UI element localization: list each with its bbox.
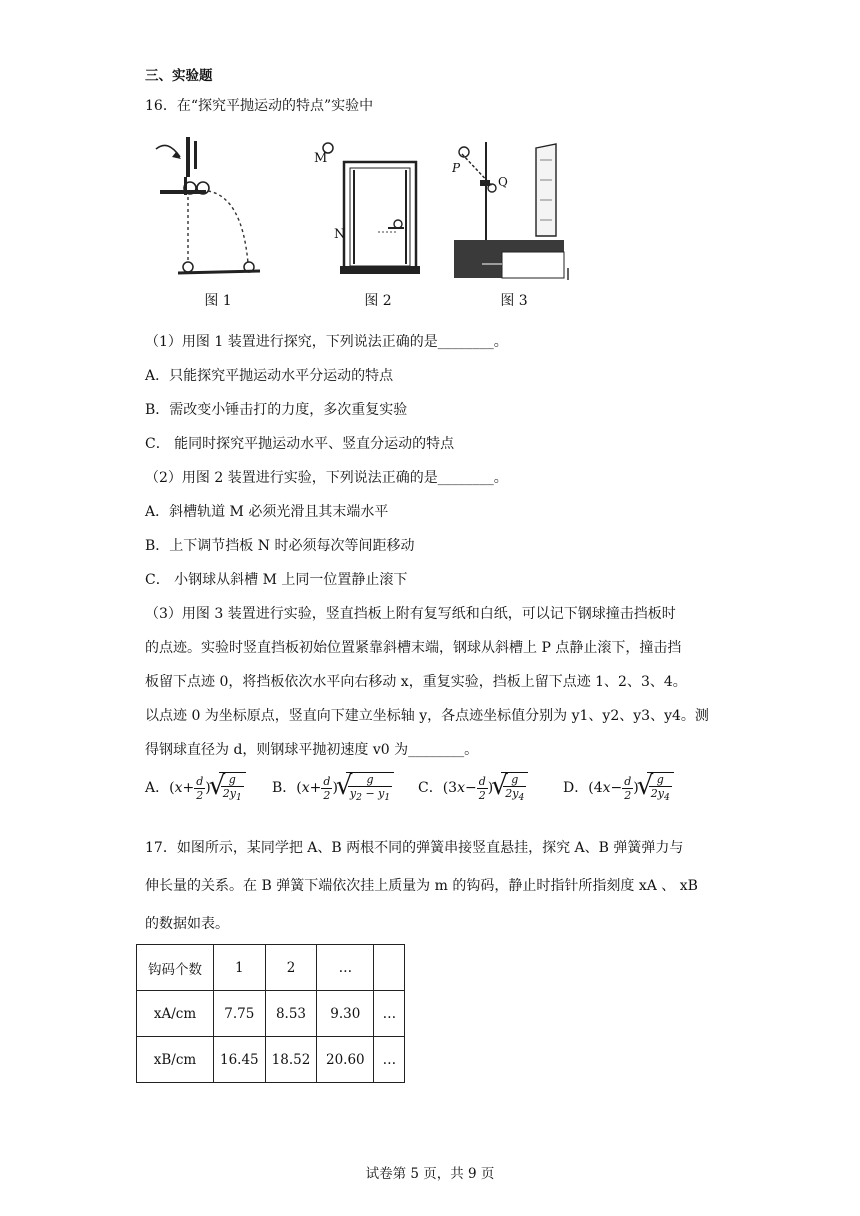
page-footer: 试卷第 5 页，共 9 页 — [365, 1166, 495, 1182]
q16-part1-option-a: A．只能探究平抛运动水平分运动的特点 — [145, 368, 394, 384]
q16-part3-line: 板留下点迹 0，将挡板依次水平向右移动 x，重复实验，挡板上留下点迹 1、2、3、4。 — [145, 674, 687, 690]
q16-part2-option-a: A．斜槽轨道 M 必须光滑且其末端水平 — [145, 504, 389, 520]
q17-line: 17．如图所示，某同学把 A、B 两根不同的弹簧串接竖直悬挂，探究 A、B 弹簧弹力与 — [145, 840, 684, 856]
q16-part3-option-d: D．(4x− $\frac{d}{2}$ ) √ $\frac{g}{2y_4}$ — [563, 772, 674, 812]
spring-data-table — [136, 944, 405, 1083]
figure-1-caption: 图 1 — [204, 293, 232, 309]
table-header-row — [137, 945, 405, 991]
q16-part3-option-b: B．(x+ $\frac{d}{2}$ ) √ $\frac{g}{y_2 - y_1}$ — [272, 772, 394, 812]
q17-line: 的数据如表。 — [145, 916, 229, 932]
table-cell: … — [374, 1037, 405, 1083]
q16-part2-option-c: C． 小钢球从斜槽 M 上同一位置静止滚下 — [145, 572, 408, 588]
table-cell: … — [317, 945, 374, 991]
table-cell: 16.45 — [214, 1037, 266, 1083]
table-row — [137, 1037, 405, 1083]
q17-line: 伸长量的关系。在 B 弹簧下端依次挂上质量为 m 的钩码，静止时指针所指刻度 xA 、 xB — [145, 878, 698, 894]
q16-part3-line: 的点迹。实验时竖直挡板初始位置紧靠斜槽末端，钢球从斜槽上 P 点静止滚下，撞击挡 — [145, 640, 682, 656]
table-cell: xA/cm — [137, 991, 214, 1037]
q16-part1-stem: （1）用图 1 装置进行探究，下列说法正确的是________。 — [145, 334, 508, 350]
q16-part2-option-b: B．上下调节挡板 N 时必须每次等间距移动 — [145, 538, 415, 554]
table-cell: 钩码个数 — [137, 945, 214, 991]
q16-part1-option-b: B．需改变小锤击打的力度，多次重复实验 — [145, 402, 408, 418]
table-cell: 7.75 — [214, 991, 266, 1037]
figure-1-diagram — [150, 135, 262, 277]
q16-part2-stem: （2）用图 2 装置进行实验，下列说法正确的是________。 — [145, 470, 508, 486]
figure-2-label-m: M — [314, 151, 328, 166]
figure-3-diagram — [452, 140, 572, 282]
figure-2-diagram — [308, 140, 426, 278]
table-row — [137, 991, 405, 1037]
section-title: 三、实验题 — [145, 68, 213, 84]
table-cell — [374, 945, 405, 991]
table-cell: 1 — [214, 945, 266, 991]
figure-3-label-p: P — [452, 161, 461, 175]
q16-part3-line: 得钢球直径为 d，则钢球平抛初速度 v0 为________。 — [145, 742, 479, 758]
q16-part1-option-c: C． 能同时探究平抛运动水平、竖直分运动的特点 — [145, 436, 455, 452]
q16-stem: 16．在“探究平抛运动的特点”实验中 — [145, 98, 374, 114]
q16-part3-line: 以点迹 0 为坐标原点，竖直向下建立坐标轴 y，各点迹坐标值分别为 y1、y2、y3、y4。测 — [145, 708, 709, 724]
figure-3-label-q: Q — [498, 175, 508, 189]
q16-part3-option-c: C．(3x− $\frac{d}{2}$ ) √ $\frac{g}{2y_4}$ — [418, 772, 528, 812]
table-cell: 18.52 — [265, 1037, 317, 1083]
table-cell: 8.53 — [265, 991, 317, 1037]
figure-2-label-n: N — [334, 227, 346, 242]
table-cell: 9.30 — [317, 991, 374, 1037]
figure-2-caption: 图 2 — [364, 293, 392, 309]
table-cell: xB/cm — [137, 1037, 214, 1083]
q16-part3-line: （3）用图 3 装置进行实验，竖直挡板上附有复写纸和白纸，可以记下钢球撞击挡板时 — [145, 606, 676, 622]
figure-3-caption: 图 3 — [500, 293, 528, 309]
q16-part3-option-a: A．(x+ $\frac{d}{2}$ ) √ $\frac{g}{2y_1}$ — [145, 772, 246, 812]
table-cell: … — [374, 991, 405, 1037]
table-cell: 20.60 — [317, 1037, 374, 1083]
table-cell: 2 — [265, 945, 317, 991]
